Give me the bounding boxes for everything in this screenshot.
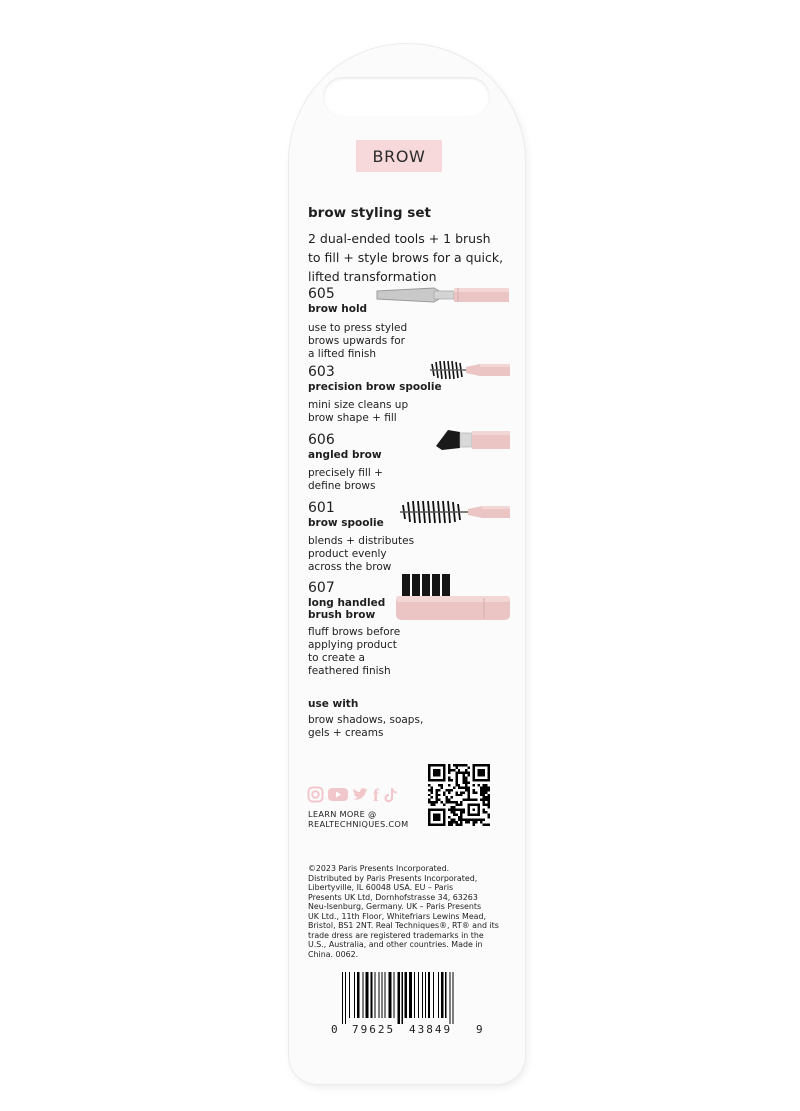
product-title: brow styling set <box>308 205 431 221</box>
learn-more-url: REALTECHNIQUES.COM <box>308 819 409 829</box>
use-with-text <box>308 714 423 740</box>
desc-line: gels + creams <box>308 727 384 739</box>
desc-line: fluff brows before <box>308 626 401 638</box>
product-number: 601 <box>308 500 335 516</box>
product-name-line: angled brow <box>308 449 382 461</box>
legal-line: Presents UK Ltd, Dornhofstrasse 34, 63263 <box>308 892 478 902</box>
product-name-line: long handled <box>308 597 386 609</box>
qr-code <box>428 764 490 826</box>
product-name-line: brush brow <box>308 609 376 621</box>
twitter-icon <box>352 787 369 802</box>
desc-line: use to press styled <box>308 322 408 334</box>
product-name-line: precision brow spoolie <box>308 381 442 393</box>
barcode-first-digit: 0 <box>331 1023 338 1036</box>
precision-spoolie-tool-image <box>428 357 510 383</box>
youtube-icon <box>328 787 348 802</box>
desc-line: blends + distributes <box>308 535 415 547</box>
brush-brow-tool-image <box>394 572 510 624</box>
desc-line: feathered finish <box>308 665 391 677</box>
product-number: 603 <box>308 364 335 380</box>
product-name <box>308 597 400 621</box>
barcode-left-group: 79625 <box>352 1023 396 1036</box>
legal-line: UK Ltd., 11th Floor, Whitefriars Lewins Mead, <box>308 911 487 921</box>
social-icons <box>307 786 397 803</box>
use-with-heading: use with <box>308 698 359 710</box>
legal-line: trade dress are registered trademarks in the <box>308 930 484 940</box>
hang-hole <box>323 77 490 117</box>
tiktok-icon <box>383 787 397 803</box>
desc-line: product evenly <box>308 548 387 560</box>
facebook-icon: f <box>373 784 379 805</box>
desc-line: brows upwards for <box>308 335 405 347</box>
brow-spoolie-tool-image <box>398 497 510 527</box>
barcode <box>340 972 468 1024</box>
product-description <box>308 322 407 361</box>
legal-line: ©2023 Paris Presents Incorporated. <box>308 864 450 873</box>
category-badge: BROW <box>356 140 442 172</box>
instagram-icon <box>307 786 324 803</box>
barcode-right-group: 43849 <box>409 1023 453 1036</box>
brow-hold-tool-image <box>374 283 509 307</box>
product-name-line: brow spoolie <box>308 517 384 529</box>
product-description <box>308 467 383 493</box>
legal-line: Libertyville, IL 60048 USA. EU – Paris <box>308 883 454 892</box>
product-name <box>308 449 383 461</box>
product-607 <box>308 580 400 678</box>
learn-more-line: LEARN MORE @ <box>308 809 377 819</box>
legal-text <box>308 864 499 959</box>
learn-more-text <box>308 809 409 829</box>
intro-line: 2 dual-ended tools + 1 brush <box>308 231 491 246</box>
desc-line: brow shadows, soaps, <box>308 714 424 726</box>
legal-line: China. 0062. <box>308 949 359 959</box>
product-description <box>308 626 400 678</box>
product-description <box>308 535 414 574</box>
desc-line: define brows <box>308 480 376 492</box>
intro-line: lifted transformation <box>308 269 437 284</box>
product-603 <box>308 364 442 425</box>
product-number: 605 <box>308 286 335 302</box>
product-name-line: brow hold <box>308 303 368 315</box>
legal-line: Neu-Isenburg, Germany. UK – Paris Presents <box>308 902 482 911</box>
desc-line: precisely fill + <box>308 467 383 479</box>
desc-line: applying product <box>308 639 397 651</box>
product-number: 606 <box>308 432 335 448</box>
desc-line: brow shape + fill <box>308 412 397 424</box>
product-description <box>308 399 442 425</box>
legal-line: Distributed by Paris Presents Incorporated, <box>308 873 478 883</box>
barcode-last-digit: 9 <box>476 1023 483 1036</box>
desc-line: across the brow <box>308 561 392 573</box>
intro-text <box>308 229 503 286</box>
desc-line: a lifted finish <box>308 348 377 360</box>
angled-brow-tool-image <box>434 426 510 454</box>
desc-line: to create a <box>308 652 365 664</box>
product-name <box>308 381 442 393</box>
legal-line: U.S., Australia, and other countries. Made in <box>308 940 483 949</box>
intro-line: to fill + style brows for a quick, <box>308 250 504 265</box>
product-number: 607 <box>308 580 335 596</box>
product-606 <box>308 432 383 493</box>
legal-line: Bristol, BS1 2NT. Real Techniques®, RT® and its <box>308 921 499 930</box>
desc-line: mini size cleans up <box>308 399 409 411</box>
